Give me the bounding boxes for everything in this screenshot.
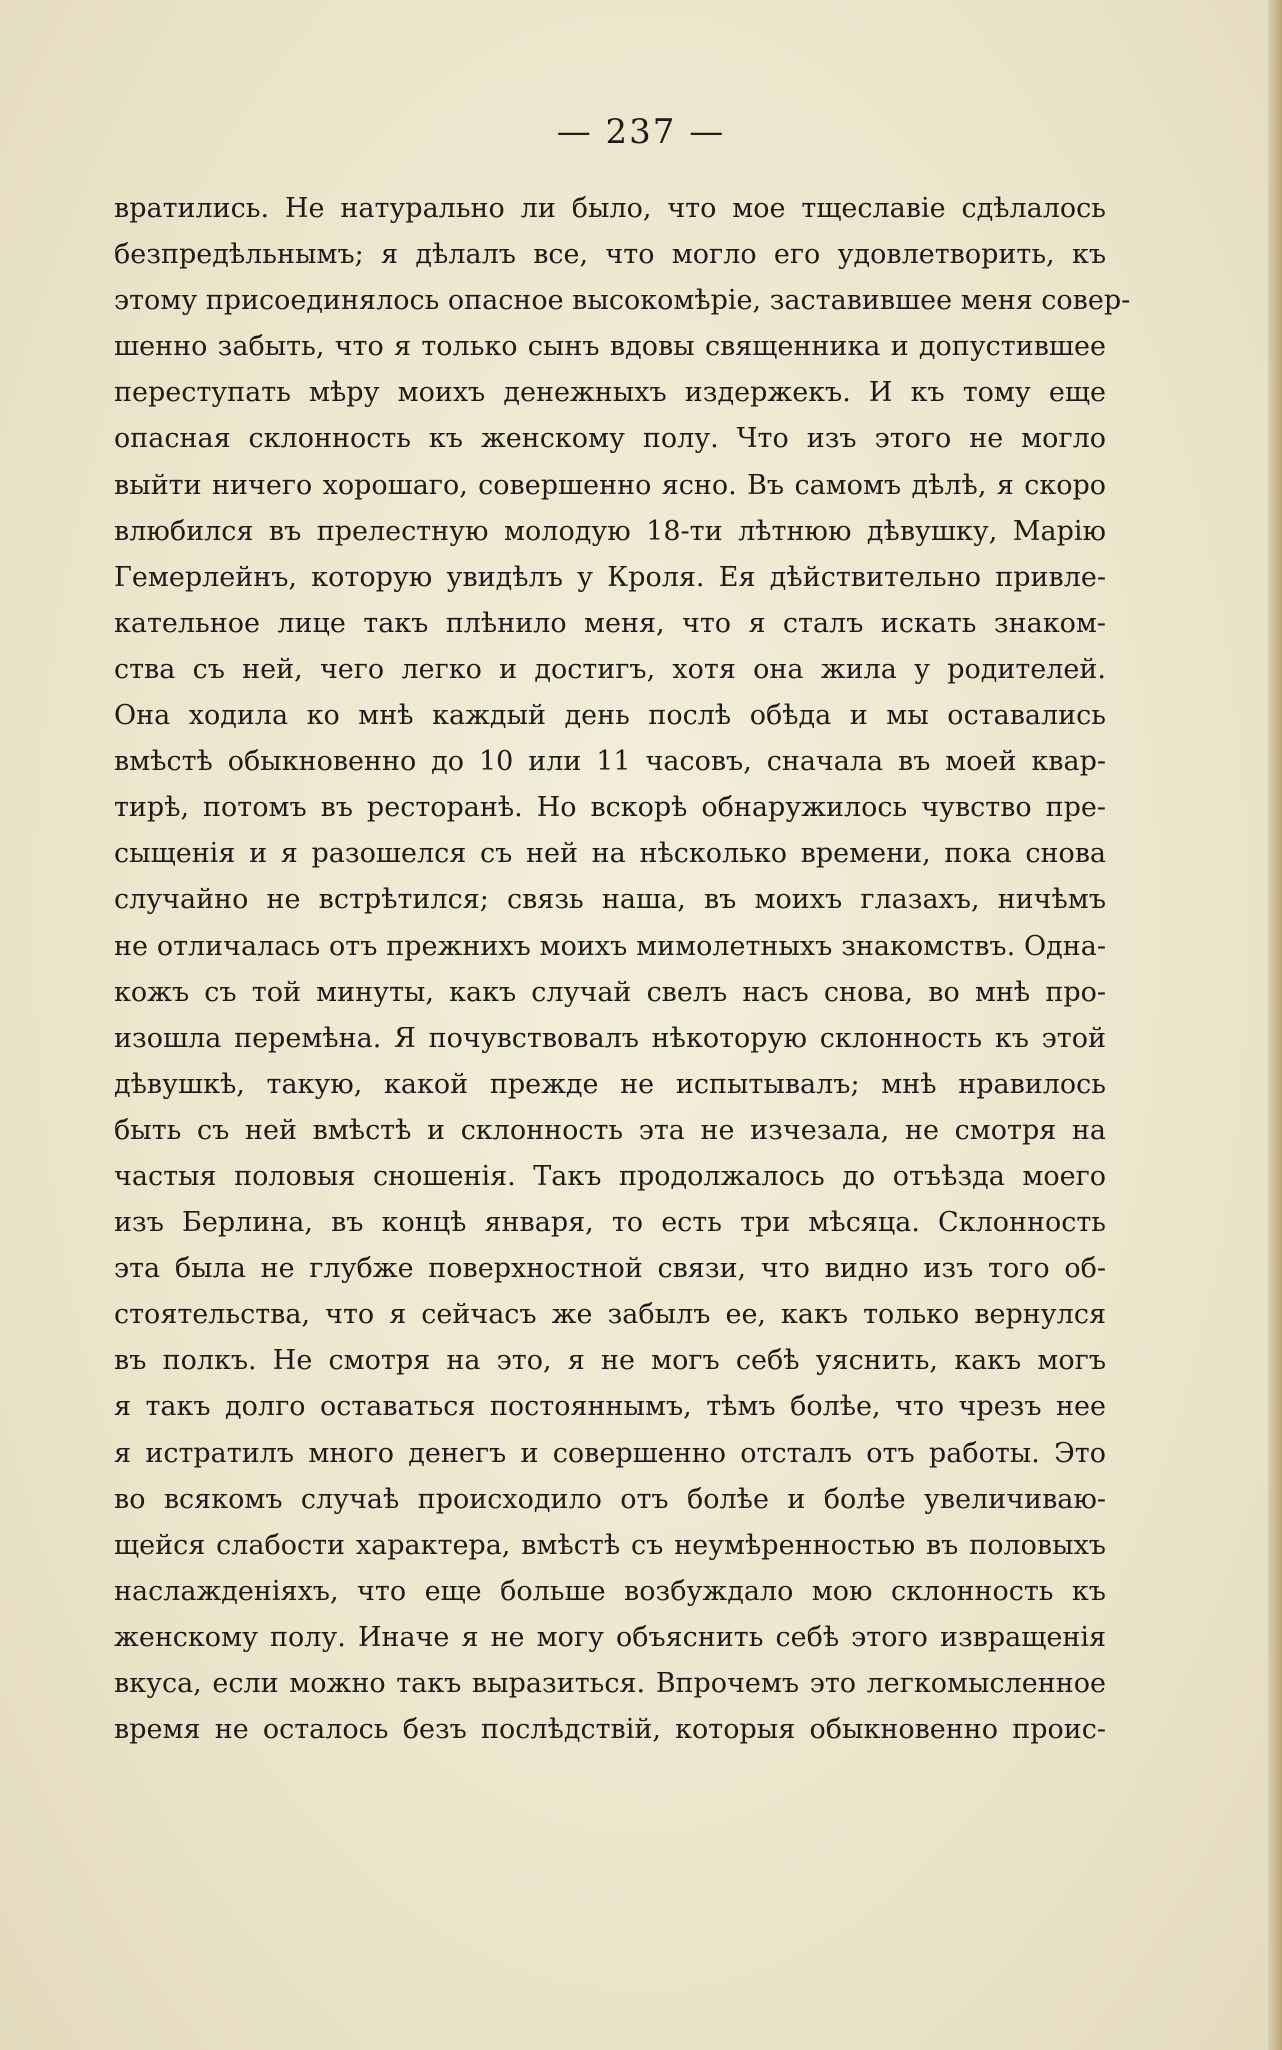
text-line: влюбился въ прелестную молодую 18-ти лѣтнюю дѣвушку, Марію bbox=[114, 515, 1106, 547]
text-line: быть съ ней вмѣстѣ и склонность эта не изчезала, не смотря на bbox=[114, 1114, 1106, 1146]
text-line: изошла перемѣна. Я почувствовалъ нѣкоторую склонность къ этой bbox=[114, 1022, 1106, 1054]
page-edge bbox=[1268, 0, 1282, 2050]
text-line: опасная склонность къ женскому полу. Что изъ этого не могло bbox=[114, 423, 1106, 455]
text-line: кательное лице такъ плѣнило меня, что я сталъ искать знаком- bbox=[114, 607, 1106, 639]
text-line: Она ходила ко мнѣ каждый день послѣ обѣда и мы оставались bbox=[114, 700, 1106, 732]
text-line: щейся слабости характера, вмѣстѣ съ неумѣренностью въ половыхъ bbox=[114, 1529, 1106, 1561]
text-line: выйти ничего хорошаго, совершенно ясно. Въ самомъ дѣлѣ, я скоро bbox=[114, 469, 1106, 501]
text-line: женскому полу. Иначе я не могу объяснить себѣ этого извращенія bbox=[114, 1621, 1106, 1653]
text-line: сыщенія и я разошелся съ ней на нѣсколько времени, пока снова bbox=[114, 838, 1106, 870]
text-line: эта была не глубже поверхностной связи, что видно изъ того об- bbox=[114, 1253, 1106, 1285]
text-line: случайно не встрѣтился; связь наша, въ моихъ глазахъ, ничѣмъ bbox=[114, 884, 1106, 916]
text-line: во всякомъ случаѣ происходило отъ болѣе и болѣе увеличиваю- bbox=[114, 1483, 1106, 1515]
text-line: шенно забыть, что я только сынъ вдовы священника и допустившее bbox=[114, 331, 1106, 363]
text-line: изъ Берлина, въ концѣ января, то есть три мѣсяца. Склонность bbox=[114, 1207, 1106, 1239]
text-line: я истратилъ много денегъ и совершенно отсталъ отъ работы. Это bbox=[114, 1437, 1106, 1469]
text-line: кожъ съ той минуты, какъ случай свелъ насъ снова, во мнѣ про- bbox=[114, 976, 1106, 1008]
text-line: я такъ долго оставаться постояннымъ, тѣмъ болѣе, что чрезъ нее bbox=[114, 1391, 1106, 1423]
text-line: вратились. Не натурально ли было, что мое тщеславіе сдѣлалось bbox=[114, 193, 1106, 224]
text-line: этому присоединялось опасное высокомѣріе, заставившее меня совер- bbox=[114, 285, 1131, 317]
text-line: дѣвушкѣ, такую, какой прежде не испытывалъ; мнѣ нравилось bbox=[114, 1068, 1106, 1100]
text-line: ства съ ней, чего легко и достигъ, хотя она жила у родителей. bbox=[114, 653, 1106, 685]
text-line: не отличалась отъ прежнихъ моихъ мимолетныхъ знакомствъ. Одна- bbox=[114, 930, 1106, 962]
body-text bbox=[114, 186, 1131, 1753]
text-line: тирѣ, потомъ въ ресторанѣ. Но вскорѣ обнаружилось чувство пре- bbox=[114, 792, 1106, 824]
text-line: переступать мѣру моихъ денежныхъ издержекъ. И къ тому еще bbox=[114, 377, 1106, 409]
text-line: въ полкъ. Не смотря на это, я не могъ себѣ уяснить, какъ могъ bbox=[114, 1345, 1106, 1377]
text-line: безпредѣльнымъ; я дѣлалъ все, что могло его удовлетворить, къ bbox=[114, 239, 1106, 271]
text-line: частыя половыя сношенія. Такъ продолжалось до отъѣзда моего bbox=[114, 1160, 1106, 1192]
text-line: вкуса, если можно такъ выразиться. Впрочемъ это легкомысленное bbox=[114, 1668, 1106, 1699]
text-line: наслажденіяхъ, что еще больше возбуждало мою склонность къ bbox=[114, 1575, 1106, 1607]
text-line: стоятельства, что я сейчасъ же забылъ ее, какъ только вернулся bbox=[114, 1299, 1106, 1331]
text-line: вмѣстѣ обыкновенно до 10 или 11 часовъ, сначала въ моей квар- bbox=[114, 746, 1106, 778]
text-line: Гемерлейнъ, которую увидѣлъ у Кроля. Ея дѣйствительно привле- bbox=[114, 561, 1106, 593]
page-number: — 237 — bbox=[556, 112, 726, 152]
text-line: время не осталось безъ послѣдствій, которыя обыкновенно проис- bbox=[114, 1714, 1106, 1746]
